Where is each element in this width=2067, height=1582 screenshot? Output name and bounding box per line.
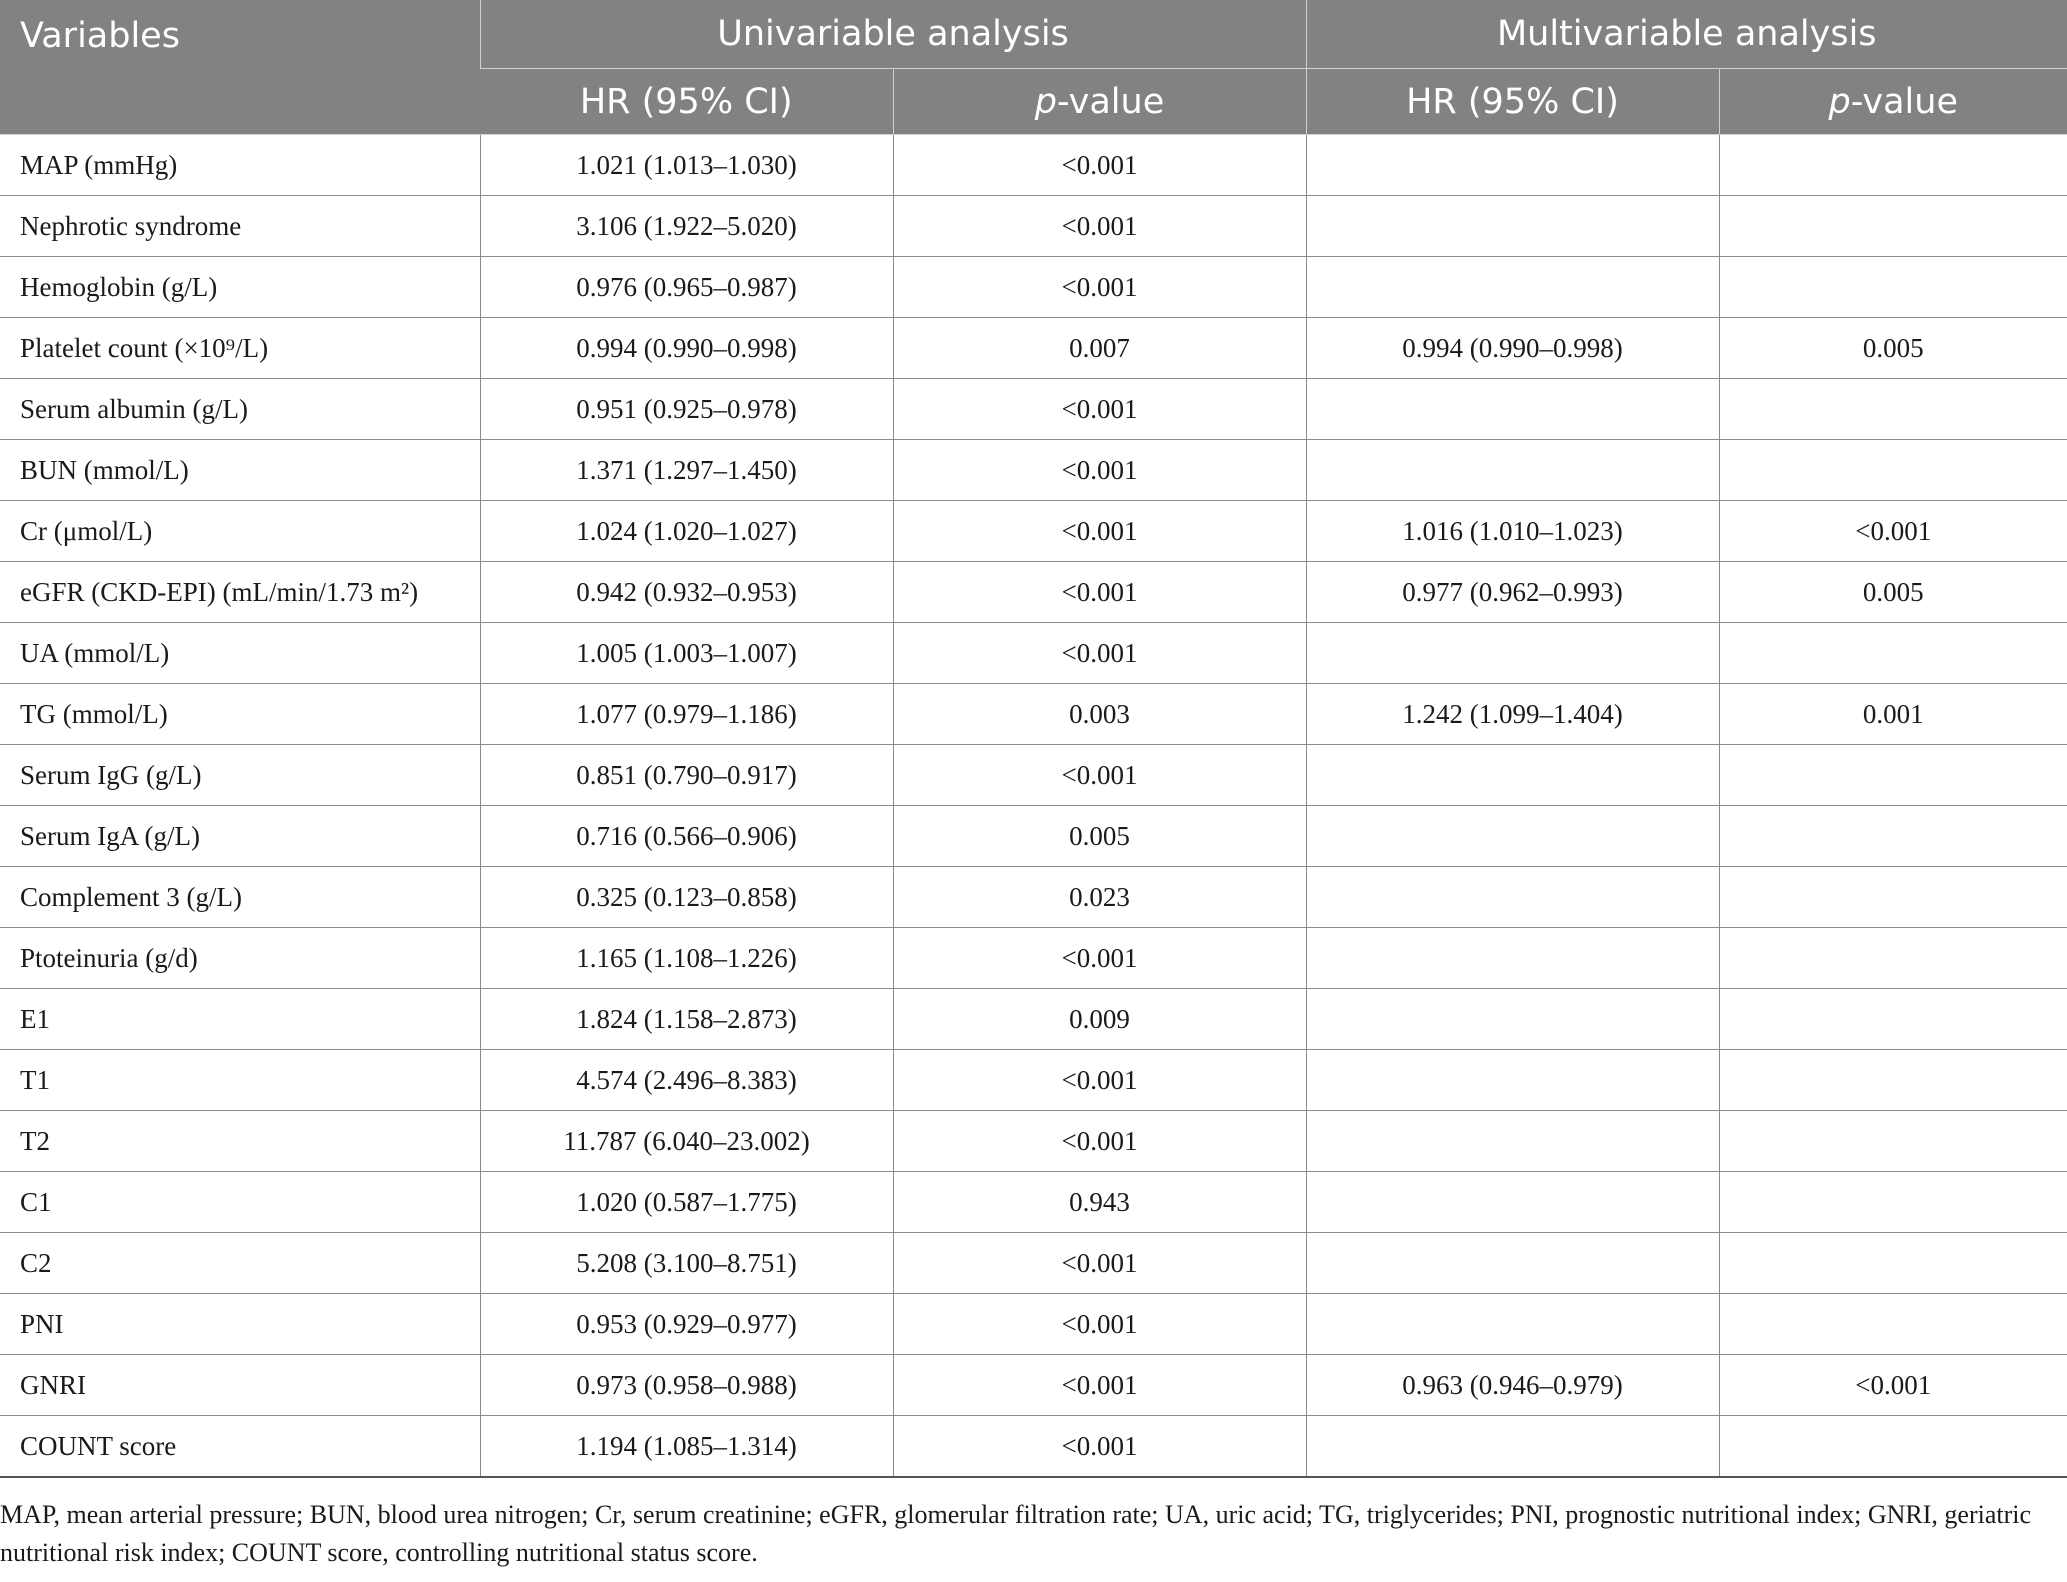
cell-multi-hr xyxy=(1306,623,1719,684)
header-univariable: Univariable analysis xyxy=(480,0,1306,69)
cell-multi-hr xyxy=(1306,379,1719,440)
cell-multi-p: <0.001 xyxy=(1719,1355,2067,1416)
cell-multi-hr: 0.994 (0.990–0.998) xyxy=(1306,318,1719,379)
p-italic: p xyxy=(1034,81,1057,122)
cell-variable: C2 xyxy=(0,1233,480,1294)
table-row xyxy=(0,1416,2067,1478)
cell-variable: UA (mmol/L) xyxy=(0,623,480,684)
cell-multi-p xyxy=(1719,1294,2067,1355)
p-suffix: -value xyxy=(1850,81,1958,122)
table-row xyxy=(0,1050,2067,1111)
cell-multi-p xyxy=(1719,1111,2067,1172)
header-multi-p xyxy=(1719,69,2067,135)
cell-multi-p xyxy=(1719,257,2067,318)
cell-multi-hr xyxy=(1306,1111,1719,1172)
cell-uni-hr: 0.325 (0.123–0.858) xyxy=(480,867,893,928)
cell-variable: Complement 3 (g/L) xyxy=(0,867,480,928)
cell-uni-hr: 1.824 (1.158–2.873) xyxy=(480,989,893,1050)
cell-uni-hr: 1.194 (1.085–1.314) xyxy=(480,1416,893,1478)
cell-uni-p: <0.001 xyxy=(893,1416,1306,1478)
cell-multi-p xyxy=(1719,1050,2067,1111)
p-suffix: -value xyxy=(1056,81,1165,122)
table-row xyxy=(0,1355,2067,1416)
table-body xyxy=(0,135,2067,1478)
table-row xyxy=(0,196,2067,257)
header-multi-hr: HR (95% CI) xyxy=(1306,69,1719,135)
table-row xyxy=(0,1294,2067,1355)
table-row xyxy=(0,501,2067,562)
cell-multi-p xyxy=(1719,379,2067,440)
table-row xyxy=(0,257,2067,318)
cell-variable: Nephrotic syndrome xyxy=(0,196,480,257)
cell-multi-hr xyxy=(1306,440,1719,501)
cell-variable: Cr (μmol/L) xyxy=(0,501,480,562)
cell-uni-p: <0.001 xyxy=(893,562,1306,623)
cell-multi-p xyxy=(1719,989,2067,1050)
table-row xyxy=(0,745,2067,806)
p-italic: p xyxy=(1828,81,1851,122)
cell-variable: BUN (mmol/L) xyxy=(0,440,480,501)
cell-uni-hr: 11.787 (6.040–23.002) xyxy=(480,1111,893,1172)
cell-uni-hr: 3.106 (1.922–5.020) xyxy=(480,196,893,257)
cell-multi-p xyxy=(1719,1416,2067,1478)
cell-multi-p: 0.001 xyxy=(1719,684,2067,745)
cell-uni-hr: 0.994 (0.990–0.998) xyxy=(480,318,893,379)
cell-multi-hr xyxy=(1306,928,1719,989)
table-row xyxy=(0,318,2067,379)
cell-uni-hr: 1.005 (1.003–1.007) xyxy=(480,623,893,684)
table-row xyxy=(0,684,2067,745)
cell-multi-p xyxy=(1719,135,2067,196)
cell-multi-hr xyxy=(1306,196,1719,257)
table-row xyxy=(0,1233,2067,1294)
cell-uni-p: <0.001 xyxy=(893,1233,1306,1294)
cell-uni-p: <0.001 xyxy=(893,928,1306,989)
table-row xyxy=(0,867,2067,928)
table-row xyxy=(0,989,2067,1050)
cell-uni-p: 0.007 xyxy=(893,318,1306,379)
cell-multi-hr xyxy=(1306,867,1719,928)
cell-uni-p: <0.001 xyxy=(893,1050,1306,1111)
cell-uni-p: <0.001 xyxy=(893,623,1306,684)
header-uni-p xyxy=(893,69,1306,135)
cell-multi-hr xyxy=(1306,135,1719,196)
cell-uni-hr: 1.077 (0.979–1.186) xyxy=(480,684,893,745)
cell-multi-hr xyxy=(1306,1050,1719,1111)
cell-uni-p: <0.001 xyxy=(893,1294,1306,1355)
cell-uni-p: 0.005 xyxy=(893,806,1306,867)
cell-multi-p: 0.005 xyxy=(1719,318,2067,379)
cell-uni-hr: 0.973 (0.958–0.988) xyxy=(480,1355,893,1416)
table-row xyxy=(0,379,2067,440)
cell-variable: TG (mmol/L) xyxy=(0,684,480,745)
cell-multi-hr xyxy=(1306,1294,1719,1355)
table-row xyxy=(0,806,2067,867)
cell-multi-hr: 0.977 (0.962–0.993) xyxy=(1306,562,1719,623)
cell-multi-hr xyxy=(1306,989,1719,1050)
cell-multi-hr xyxy=(1306,1233,1719,1294)
cell-multi-p xyxy=(1719,867,2067,928)
cell-multi-p xyxy=(1719,1233,2067,1294)
cell-variable: Ptoteinuria (g/d) xyxy=(0,928,480,989)
cell-multi-hr xyxy=(1306,1416,1719,1478)
cell-multi-p xyxy=(1719,1172,2067,1233)
cell-uni-p: <0.001 xyxy=(893,501,1306,562)
cell-uni-hr: 1.021 (1.013–1.030) xyxy=(480,135,893,196)
header-variables: Variables xyxy=(0,0,480,135)
cell-uni-p: <0.001 xyxy=(893,257,1306,318)
cell-variable: Serum albumin (g/L) xyxy=(0,379,480,440)
cell-uni-hr: 0.951 (0.925–0.978) xyxy=(480,379,893,440)
cell-uni-p: 0.003 xyxy=(893,684,1306,745)
cell-uni-p: <0.001 xyxy=(893,1111,1306,1172)
cell-uni-hr: 1.020 (0.587–1.775) xyxy=(480,1172,893,1233)
header-uni-hr: HR (95% CI) xyxy=(480,69,893,135)
cell-variable: E1 xyxy=(0,989,480,1050)
cell-uni-hr: 0.953 (0.929–0.977) xyxy=(480,1294,893,1355)
cell-multi-p xyxy=(1719,745,2067,806)
table-row xyxy=(0,440,2067,501)
cell-variable: T2 xyxy=(0,1111,480,1172)
cell-uni-p: <0.001 xyxy=(893,745,1306,806)
cell-variable: MAP (mmHg) xyxy=(0,135,480,196)
cell-uni-hr: 5.208 (3.100–8.751) xyxy=(480,1233,893,1294)
cell-uni-p: 0.023 xyxy=(893,867,1306,928)
cell-multi-p xyxy=(1719,623,2067,684)
cell-multi-hr xyxy=(1306,257,1719,318)
table-row xyxy=(0,135,2067,196)
cell-multi-p xyxy=(1719,806,2067,867)
cell-multi-hr: 1.242 (1.099–1.404) xyxy=(1306,684,1719,745)
cell-variable: Serum IgA (g/L) xyxy=(0,806,480,867)
cell-multi-hr: 0.963 (0.946–0.979) xyxy=(1306,1355,1719,1416)
cell-variable: T1 xyxy=(0,1050,480,1111)
cell-variable: GNRI xyxy=(0,1355,480,1416)
cell-variable: C1 xyxy=(0,1172,480,1233)
cell-uni-hr: 4.574 (2.496–8.383) xyxy=(480,1050,893,1111)
table-row xyxy=(0,1111,2067,1172)
cell-variable: eGFR (CKD-EPI) (mL/min/1.73 m²) xyxy=(0,562,480,623)
cell-uni-hr: 1.165 (1.108–1.226) xyxy=(480,928,893,989)
table-header xyxy=(0,0,2067,135)
table-row xyxy=(0,1172,2067,1233)
table-row xyxy=(0,562,2067,623)
cell-multi-p: 0.005 xyxy=(1719,562,2067,623)
cell-uni-hr: 0.976 (0.965–0.987) xyxy=(480,257,893,318)
cell-multi-hr xyxy=(1306,745,1719,806)
cell-uni-p: <0.001 xyxy=(893,196,1306,257)
table-row xyxy=(0,623,2067,684)
cell-variable: Platelet count (×10⁹/L) xyxy=(0,318,480,379)
cell-uni-p: <0.001 xyxy=(893,379,1306,440)
cell-uni-p: <0.001 xyxy=(893,440,1306,501)
cell-multi-hr: 1.016 (1.010–1.023) xyxy=(1306,501,1719,562)
cell-multi-hr xyxy=(1306,1172,1719,1233)
cell-variable: PNI xyxy=(0,1294,480,1355)
cell-multi-p xyxy=(1719,928,2067,989)
cell-multi-p xyxy=(1719,440,2067,501)
cell-variable: COUNT score xyxy=(0,1416,480,1478)
cell-multi-p xyxy=(1719,196,2067,257)
cell-uni-p: 0.943 xyxy=(893,1172,1306,1233)
cell-multi-p: <0.001 xyxy=(1719,501,2067,562)
table-row xyxy=(0,928,2067,989)
cell-uni-hr: 0.851 (0.790–0.917) xyxy=(480,745,893,806)
cell-variable: Serum IgG (g/L) xyxy=(0,745,480,806)
cell-uni-p: 0.009 xyxy=(893,989,1306,1050)
cell-uni-p: <0.001 xyxy=(893,1355,1306,1416)
cell-uni-hr: 0.942 (0.932–0.953) xyxy=(480,562,893,623)
cell-uni-hr: 0.716 (0.566–0.906) xyxy=(480,806,893,867)
cell-uni-p: <0.001 xyxy=(893,135,1306,196)
cell-variable: Hemoglobin (g/L) xyxy=(0,257,480,318)
cell-uni-hr: 1.371 (1.297–1.450) xyxy=(480,440,893,501)
cell-multi-hr xyxy=(1306,806,1719,867)
cell-uni-hr: 1.024 (1.020–1.027) xyxy=(480,501,893,562)
table-footnote: MAP, mean arterial pressure; BUN, blood urea nitrogen; Cr, serum creatinine; eGFR, glomerular filtration rate; UA, uric acid; TG, triglycerides; PNI, prognostic nutritional index; GNRI, geriatric nutritional risk index; COUNT score, controlling nutritional status score. xyxy=(0,1500,2032,1567)
header-multivariable: Multivariable analysis xyxy=(1306,0,2067,69)
